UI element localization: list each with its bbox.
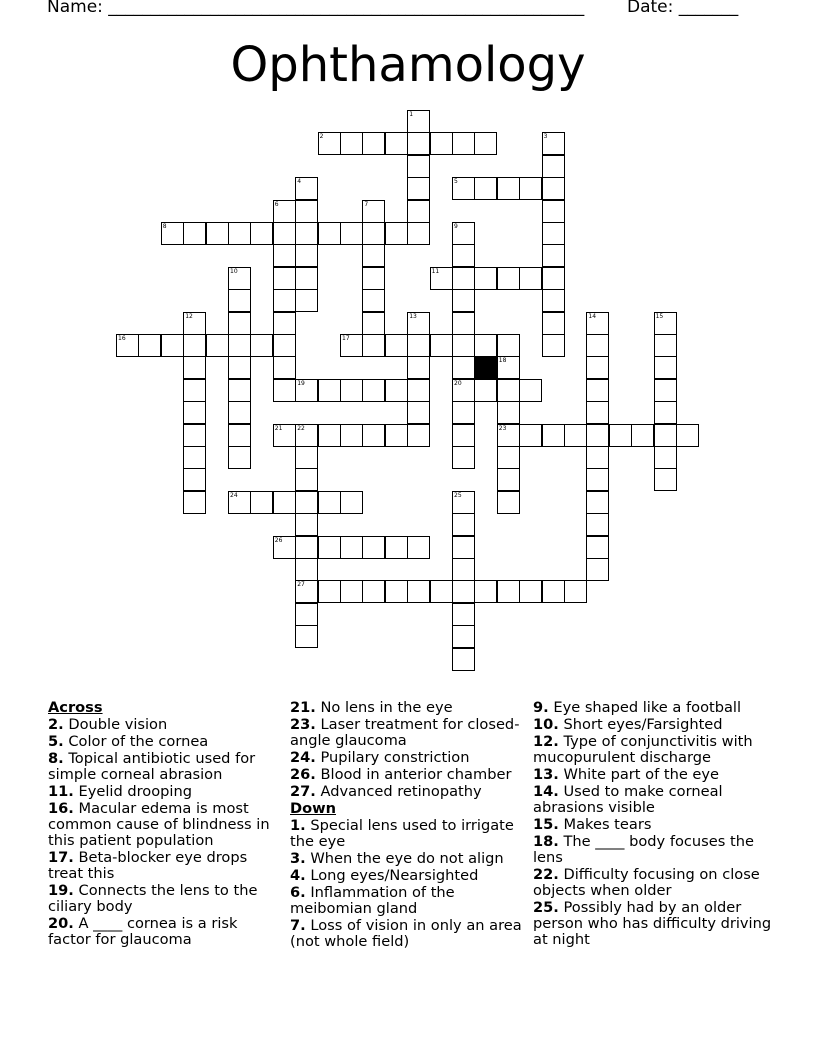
grid-cell[interactable] bbox=[586, 468, 609, 491]
clue-number: 23 bbox=[498, 424, 507, 432]
grid-cell[interactable] bbox=[385, 536, 408, 559]
grid-cell[interactable] bbox=[497, 491, 520, 514]
clue-label: 14. bbox=[533, 783, 559, 800]
grid-cell[interactable] bbox=[183, 312, 206, 335]
date-field-label[interactable]: Date: _______ bbox=[627, 0, 739, 17]
grid-cell[interactable] bbox=[407, 424, 430, 447]
grid-cell[interactable] bbox=[407, 356, 430, 379]
grid-cell[interactable] bbox=[430, 132, 453, 155]
clue-label: 16. bbox=[48, 800, 74, 817]
grid-cell[interactable] bbox=[519, 424, 542, 447]
grid-cell[interactable] bbox=[474, 132, 497, 155]
clue-number: 13 bbox=[409, 312, 417, 320]
grid-cell[interactable] bbox=[452, 379, 475, 402]
clue-label: 9. bbox=[533, 699, 549, 716]
grid-cell[interactable] bbox=[228, 267, 251, 290]
grid-cell[interactable] bbox=[407, 401, 430, 424]
clue-number: 18 bbox=[498, 357, 507, 365]
clue-number: 14 bbox=[588, 312, 597, 320]
grid-cell[interactable] bbox=[318, 536, 341, 559]
grid-cell[interactable] bbox=[295, 603, 318, 626]
grid-cell[interactable] bbox=[295, 289, 318, 312]
grid-cell[interactable] bbox=[542, 177, 565, 200]
grid-cell[interactable] bbox=[362, 289, 385, 312]
grid-cell[interactable] bbox=[452, 401, 475, 424]
grid-cell[interactable] bbox=[385, 379, 408, 402]
grid-cell[interactable] bbox=[340, 424, 363, 447]
grid-cell[interactable] bbox=[474, 379, 497, 402]
grid-cell[interactable] bbox=[407, 334, 430, 357]
across-heading: Across bbox=[48, 699, 103, 716]
grid-cell[interactable] bbox=[295, 580, 318, 603]
grid-cell[interactable] bbox=[654, 312, 677, 335]
clue-label: 11. bbox=[48, 783, 74, 800]
grid-cell[interactable] bbox=[295, 244, 318, 267]
grid-cell[interactable] bbox=[519, 177, 542, 200]
grid-cell[interactable] bbox=[497, 379, 520, 402]
clue: 2. Double vision bbox=[48, 716, 168, 733]
grid-cell[interactable] bbox=[497, 267, 520, 290]
clue: 3. When the eye do not align bbox=[290, 850, 504, 867]
grid-cell[interactable] bbox=[497, 580, 520, 603]
grid-cell[interactable] bbox=[452, 513, 475, 536]
grid-cell[interactable] bbox=[161, 334, 184, 357]
grid-cell[interactable] bbox=[564, 424, 587, 447]
clue-label: 18. bbox=[533, 833, 559, 850]
grid-cell[interactable] bbox=[519, 580, 542, 603]
grid-cell[interactable] bbox=[206, 334, 229, 357]
grid-cell[interactable] bbox=[295, 491, 318, 514]
clue-number: 11 bbox=[431, 267, 440, 275]
grid-cell[interactable] bbox=[452, 446, 475, 469]
grid-cell[interactable] bbox=[407, 580, 430, 603]
grid-cell[interactable] bbox=[452, 289, 475, 312]
grid-cell[interactable] bbox=[385, 222, 408, 245]
grid-cell[interactable] bbox=[295, 513, 318, 536]
grid-cell[interactable] bbox=[452, 177, 475, 200]
clue-label: 24. bbox=[290, 749, 316, 766]
grid-cell[interactable] bbox=[228, 312, 251, 335]
grid-cell[interactable] bbox=[542, 200, 565, 223]
grid-cell[interactable] bbox=[362, 200, 385, 223]
grid-cell[interactable] bbox=[340, 536, 363, 559]
grid-cell[interactable] bbox=[318, 580, 341, 603]
grid-cell[interactable] bbox=[564, 580, 587, 603]
clue-number: 27 bbox=[297, 581, 305, 589]
grid-cell[interactable] bbox=[452, 424, 475, 447]
clue-number: 9 bbox=[454, 223, 458, 230]
grid-cell[interactable] bbox=[228, 379, 251, 402]
grid-cell[interactable] bbox=[318, 222, 341, 245]
grid-cell[interactable] bbox=[273, 379, 296, 402]
grid-cell[interactable] bbox=[542, 155, 565, 178]
grid-cell[interactable] bbox=[407, 155, 430, 178]
clue: 26. Blood in anterior chamber bbox=[290, 766, 512, 783]
grid-cell[interactable] bbox=[362, 132, 385, 155]
grid-cell[interactable] bbox=[654, 424, 677, 447]
grid-cell[interactable] bbox=[497, 401, 520, 424]
clue-label: 15. bbox=[533, 816, 559, 833]
grid-cell[interactable] bbox=[362, 244, 385, 267]
grid-cell[interactable] bbox=[586, 491, 609, 514]
grid-cell[interactable] bbox=[273, 491, 296, 514]
grid-cell[interactable] bbox=[183, 491, 206, 514]
grid-cell[interactable] bbox=[295, 424, 318, 447]
grid-cell[interactable] bbox=[206, 222, 229, 245]
clue-number: 10 bbox=[230, 267, 238, 275]
grid-cell[interactable] bbox=[340, 379, 363, 402]
grid-cell[interactable] bbox=[654, 356, 677, 379]
clue-label: 10. bbox=[533, 716, 559, 733]
clue-label: 2. bbox=[48, 716, 64, 733]
grid-cell[interactable] bbox=[228, 401, 251, 424]
black-square bbox=[474, 356, 497, 379]
clue-number: 16 bbox=[118, 335, 126, 342]
grid-cell[interactable] bbox=[407, 312, 430, 335]
clue-label: 4. bbox=[290, 867, 306, 884]
clue: 16. Macular edema is most common cause of blindness in this patient population bbox=[48, 800, 270, 849]
clue: 12. Type of conjunctivitis with mucopurulent discharge bbox=[533, 733, 753, 766]
grid-cell[interactable] bbox=[228, 491, 251, 514]
grid-cell[interactable] bbox=[161, 222, 184, 245]
grid-cell[interactable] bbox=[586, 379, 609, 402]
grid-cell[interactable] bbox=[542, 289, 565, 312]
clue-label: 17. bbox=[48, 849, 74, 866]
clue: 22. Difficulty focusing on close objects when older bbox=[533, 866, 760, 899]
clue: 5. Color of the cornea bbox=[48, 733, 209, 750]
clue-label: 1. bbox=[290, 817, 306, 834]
grid-cell[interactable] bbox=[452, 132, 475, 155]
clue: 6. Inflammation of the meibomian gland bbox=[290, 884, 455, 917]
grid-cell[interactable] bbox=[295, 446, 318, 469]
grid-cell[interactable] bbox=[586, 513, 609, 536]
clue-label: 21. bbox=[290, 699, 316, 716]
grid-cell[interactable] bbox=[385, 580, 408, 603]
clue-number: 21 bbox=[274, 424, 283, 432]
grid-cell[interactable] bbox=[295, 222, 318, 245]
clue: 23. Laser treatment for closed-angle glaucoma bbox=[290, 716, 520, 749]
clue-number: 5 bbox=[454, 178, 458, 186]
grid-cell[interactable] bbox=[273, 334, 296, 357]
grid-cell[interactable] bbox=[452, 648, 475, 671]
grid-cell[interactable] bbox=[407, 200, 430, 223]
clue-label: 8. bbox=[48, 750, 64, 767]
clue: 25. Possibly had by an older person who has difficulty driving at night bbox=[533, 899, 772, 948]
down-clue-list-continued bbox=[533, 700, 773, 948]
grid-cell[interactable] bbox=[228, 446, 251, 469]
grid-cell[interactable] bbox=[183, 468, 206, 491]
grid-cell[interactable] bbox=[452, 625, 475, 648]
clue-number: 8 bbox=[162, 223, 167, 230]
clue: 20. A ____ cornea is a risk factor for glaucoma bbox=[48, 915, 238, 948]
grid-cell[interactable] bbox=[542, 312, 565, 335]
clue-label: 3. bbox=[290, 850, 306, 867]
grid-cell[interactable] bbox=[542, 267, 565, 290]
grid-cell[interactable] bbox=[586, 401, 609, 424]
grid-cell[interactable] bbox=[295, 200, 318, 223]
grid-cell[interactable] bbox=[295, 177, 318, 200]
clue-label: 7. bbox=[290, 917, 306, 934]
grid-cell[interactable] bbox=[183, 424, 206, 447]
down-heading: Down bbox=[290, 800, 337, 817]
grid-cell[interactable] bbox=[273, 200, 296, 223]
grid-cell[interactable] bbox=[474, 267, 497, 290]
grid-cell[interactable] bbox=[295, 267, 318, 290]
grid-cell[interactable] bbox=[452, 312, 475, 335]
clue: 19. Connects the lens to the ciliary body bbox=[48, 882, 258, 915]
clue-label: 12. bbox=[533, 733, 559, 750]
clue: 24. Pupilary constriction bbox=[290, 749, 470, 766]
grid-cell[interactable] bbox=[586, 356, 609, 379]
grid-cell[interactable] bbox=[250, 491, 273, 514]
clue: 4. Long eyes/Nearsighted bbox=[290, 867, 479, 884]
grid-cell[interactable] bbox=[609, 424, 632, 447]
clue-label: 20. bbox=[48, 915, 74, 932]
grid-cell[interactable] bbox=[340, 334, 363, 357]
clue-number: 20 bbox=[454, 379, 462, 387]
grid-cell[interactable] bbox=[631, 424, 654, 447]
grid-cell[interactable] bbox=[385, 132, 408, 155]
grid-cell[interactable] bbox=[138, 334, 161, 357]
across-clue-list bbox=[48, 717, 278, 948]
grid-cell[interactable] bbox=[542, 132, 565, 155]
grid-cell[interactable] bbox=[452, 267, 475, 290]
clue-number: 17 bbox=[342, 335, 350, 342]
clue: 27. Advanced retinopathy bbox=[290, 783, 482, 800]
grid-cell[interactable] bbox=[519, 267, 542, 290]
clue: 21. No lens in the eye bbox=[290, 699, 453, 716]
grid-cell[interactable] bbox=[586, 536, 609, 559]
grid-cell[interactable] bbox=[497, 334, 520, 357]
grid-cell[interactable] bbox=[586, 558, 609, 581]
grid-cell[interactable] bbox=[183, 379, 206, 402]
grid-cell[interactable] bbox=[273, 267, 296, 290]
grid-cell[interactable] bbox=[407, 110, 430, 133]
grid-cell[interactable] bbox=[183, 222, 206, 245]
clue-label: 13. bbox=[533, 766, 559, 783]
grid-cell[interactable] bbox=[452, 580, 475, 603]
grid-cell[interactable] bbox=[318, 132, 341, 155]
clue-number: 12 bbox=[185, 312, 193, 320]
grid-cell[interactable] bbox=[362, 379, 385, 402]
grid-cell[interactable] bbox=[250, 222, 273, 245]
grid-cell[interactable] bbox=[318, 379, 341, 402]
grid-cell[interactable] bbox=[228, 424, 251, 447]
grid-cell[interactable] bbox=[273, 356, 296, 379]
grid-cell[interactable] bbox=[273, 289, 296, 312]
clue-label: 26. bbox=[290, 766, 316, 783]
grid-cell[interactable] bbox=[295, 625, 318, 648]
grid-cell[interactable] bbox=[407, 222, 430, 245]
clue: 13. White part of the eye bbox=[533, 766, 720, 783]
grid-cell[interactable] bbox=[430, 267, 453, 290]
clue: 8. Topical antibiotic used for simple corneal abrasion bbox=[48, 750, 256, 783]
grid-cell[interactable] bbox=[452, 244, 475, 267]
grid-cell[interactable] bbox=[407, 132, 430, 155]
grid-cell[interactable] bbox=[228, 289, 251, 312]
clue-label: 5. bbox=[48, 733, 64, 750]
grid-cell[interactable] bbox=[474, 334, 497, 357]
clues-column-1 bbox=[48, 700, 278, 949]
grid-cell[interactable] bbox=[273, 312, 296, 335]
clue: 10. Short eyes/Farsighted bbox=[533, 716, 723, 733]
grid-cell[interactable] bbox=[116, 334, 139, 357]
clue-number: 26 bbox=[274, 536, 283, 544]
grid-cell[interactable] bbox=[340, 580, 363, 603]
grid-cell[interactable] bbox=[497, 356, 520, 379]
grid-cell[interactable] bbox=[676, 424, 699, 447]
clue-number: 22 bbox=[297, 424, 305, 432]
grid-cell[interactable] bbox=[497, 468, 520, 491]
grid-cell[interactable] bbox=[318, 491, 341, 514]
grid-cell[interactable] bbox=[250, 334, 273, 357]
grid-cell[interactable] bbox=[586, 334, 609, 357]
grid-cell[interactable] bbox=[273, 222, 296, 245]
clue-number: 25 bbox=[454, 491, 462, 499]
grid-cell[interactable] bbox=[452, 558, 475, 581]
clue-number: 6 bbox=[274, 200, 279, 208]
grid-cell[interactable] bbox=[452, 603, 475, 626]
grid-cell[interactable] bbox=[542, 580, 565, 603]
grid-cell[interactable] bbox=[542, 222, 565, 245]
clue: 9. Eye shaped like a football bbox=[533, 699, 742, 716]
grid-cell[interactable] bbox=[273, 244, 296, 267]
clue: 1. Special lens used to irrigate the eye bbox=[290, 817, 514, 850]
grid-cell[interactable] bbox=[654, 446, 677, 469]
grid-cell[interactable] bbox=[654, 468, 677, 491]
clue-number: 4 bbox=[297, 178, 302, 186]
clue-label: 25. bbox=[533, 899, 559, 916]
grid-cell[interactable] bbox=[183, 334, 206, 357]
grid-cell[interactable] bbox=[385, 424, 408, 447]
clue: 11. Eyelid drooping bbox=[48, 783, 192, 800]
grid-cell[interactable] bbox=[452, 334, 475, 357]
grid-cell[interactable] bbox=[385, 334, 408, 357]
grid-cell[interactable] bbox=[183, 401, 206, 424]
grid-cell[interactable] bbox=[273, 424, 296, 447]
grid-cell[interactable] bbox=[542, 244, 565, 267]
grid-cell[interactable] bbox=[183, 356, 206, 379]
grid-cell[interactable] bbox=[295, 468, 318, 491]
name-field-label[interactable]: Name: ________________________________________________________ bbox=[47, 0, 585, 17]
clues-column-2 bbox=[290, 700, 522, 951]
across-clue-list-continued bbox=[290, 700, 522, 800]
clue: 17. Beta-blocker eye drops treat this bbox=[48, 849, 248, 882]
grid-cell[interactable] bbox=[654, 401, 677, 424]
grid-cell[interactable] bbox=[318, 424, 341, 447]
grid-cell[interactable] bbox=[407, 177, 430, 200]
clues-column-3 bbox=[533, 700, 773, 949]
clue: 15. Makes tears bbox=[533, 816, 652, 833]
clue-label: 6. bbox=[290, 884, 306, 901]
puzzle-title: Ophthamology bbox=[230, 37, 586, 93]
grid-cell[interactable] bbox=[362, 536, 385, 559]
grid-cell[interactable] bbox=[586, 424, 609, 447]
grid-cell[interactable] bbox=[430, 580, 453, 603]
grid-cell[interactable] bbox=[183, 446, 206, 469]
grid-cell[interactable] bbox=[362, 312, 385, 335]
down-clue-list bbox=[290, 818, 522, 950]
grid-cell[interactable] bbox=[340, 222, 363, 245]
clue-label: 22. bbox=[533, 866, 559, 883]
grid-cell[interactable] bbox=[340, 491, 363, 514]
grid-cell[interactable] bbox=[452, 356, 475, 379]
clue-label: 27. bbox=[290, 783, 316, 800]
grid-cell[interactable] bbox=[452, 491, 475, 514]
grid-cell[interactable] bbox=[654, 379, 677, 402]
grid-cell[interactable] bbox=[362, 424, 385, 447]
grid-cell[interactable] bbox=[542, 424, 565, 447]
clue: 18. The ____ body focuses the lens bbox=[533, 833, 754, 866]
clue-label: 19. bbox=[48, 882, 74, 899]
grid-cell[interactable] bbox=[228, 222, 251, 245]
clue-number: 2 bbox=[319, 133, 324, 141]
grid-cell[interactable] bbox=[474, 177, 497, 200]
grid-cell[interactable] bbox=[586, 312, 609, 335]
grid-cell[interactable] bbox=[654, 334, 677, 357]
clue-number: 24 bbox=[230, 491, 238, 499]
grid-cell[interactable] bbox=[497, 177, 520, 200]
clue-number: 3 bbox=[543, 133, 548, 141]
grid-cell[interactable] bbox=[497, 446, 520, 469]
grid-cell[interactable] bbox=[362, 267, 385, 290]
grid-cell[interactable] bbox=[228, 334, 251, 357]
grid-cell[interactable] bbox=[452, 222, 475, 245]
grid-cell[interactable] bbox=[407, 536, 430, 559]
clue: 7. Loss of vision in only an area (not whole field) bbox=[290, 917, 522, 950]
grid-cell[interactable] bbox=[295, 379, 318, 402]
grid-cell[interactable] bbox=[519, 379, 542, 402]
grid-cell[interactable] bbox=[474, 580, 497, 603]
clue-label: 23. bbox=[290, 716, 316, 733]
grid-cell[interactable] bbox=[340, 132, 363, 155]
clue: 14. Used to make corneal abrasions visible bbox=[533, 783, 723, 816]
clue-number: 1 bbox=[409, 111, 414, 118]
grid-cell[interactable] bbox=[273, 536, 296, 559]
grid-cell[interactable] bbox=[497, 424, 520, 447]
clue-number: 7 bbox=[364, 200, 369, 208]
grid-cell[interactable] bbox=[362, 334, 385, 357]
grid-cell[interactable] bbox=[362, 580, 385, 603]
grid-cell[interactable] bbox=[295, 558, 318, 581]
grid-cell[interactable] bbox=[430, 334, 453, 357]
grid-cell[interactable] bbox=[362, 222, 385, 245]
grid-cell[interactable] bbox=[542, 334, 565, 357]
grid-cell[interactable] bbox=[295, 536, 318, 559]
grid-cell[interactable] bbox=[452, 536, 475, 559]
clue-number: 19 bbox=[297, 379, 305, 387]
grid-cell[interactable] bbox=[407, 379, 430, 402]
clue-number: 15 bbox=[655, 312, 664, 320]
grid-cell[interactable] bbox=[586, 446, 609, 469]
grid-cell[interactable] bbox=[228, 356, 251, 379]
